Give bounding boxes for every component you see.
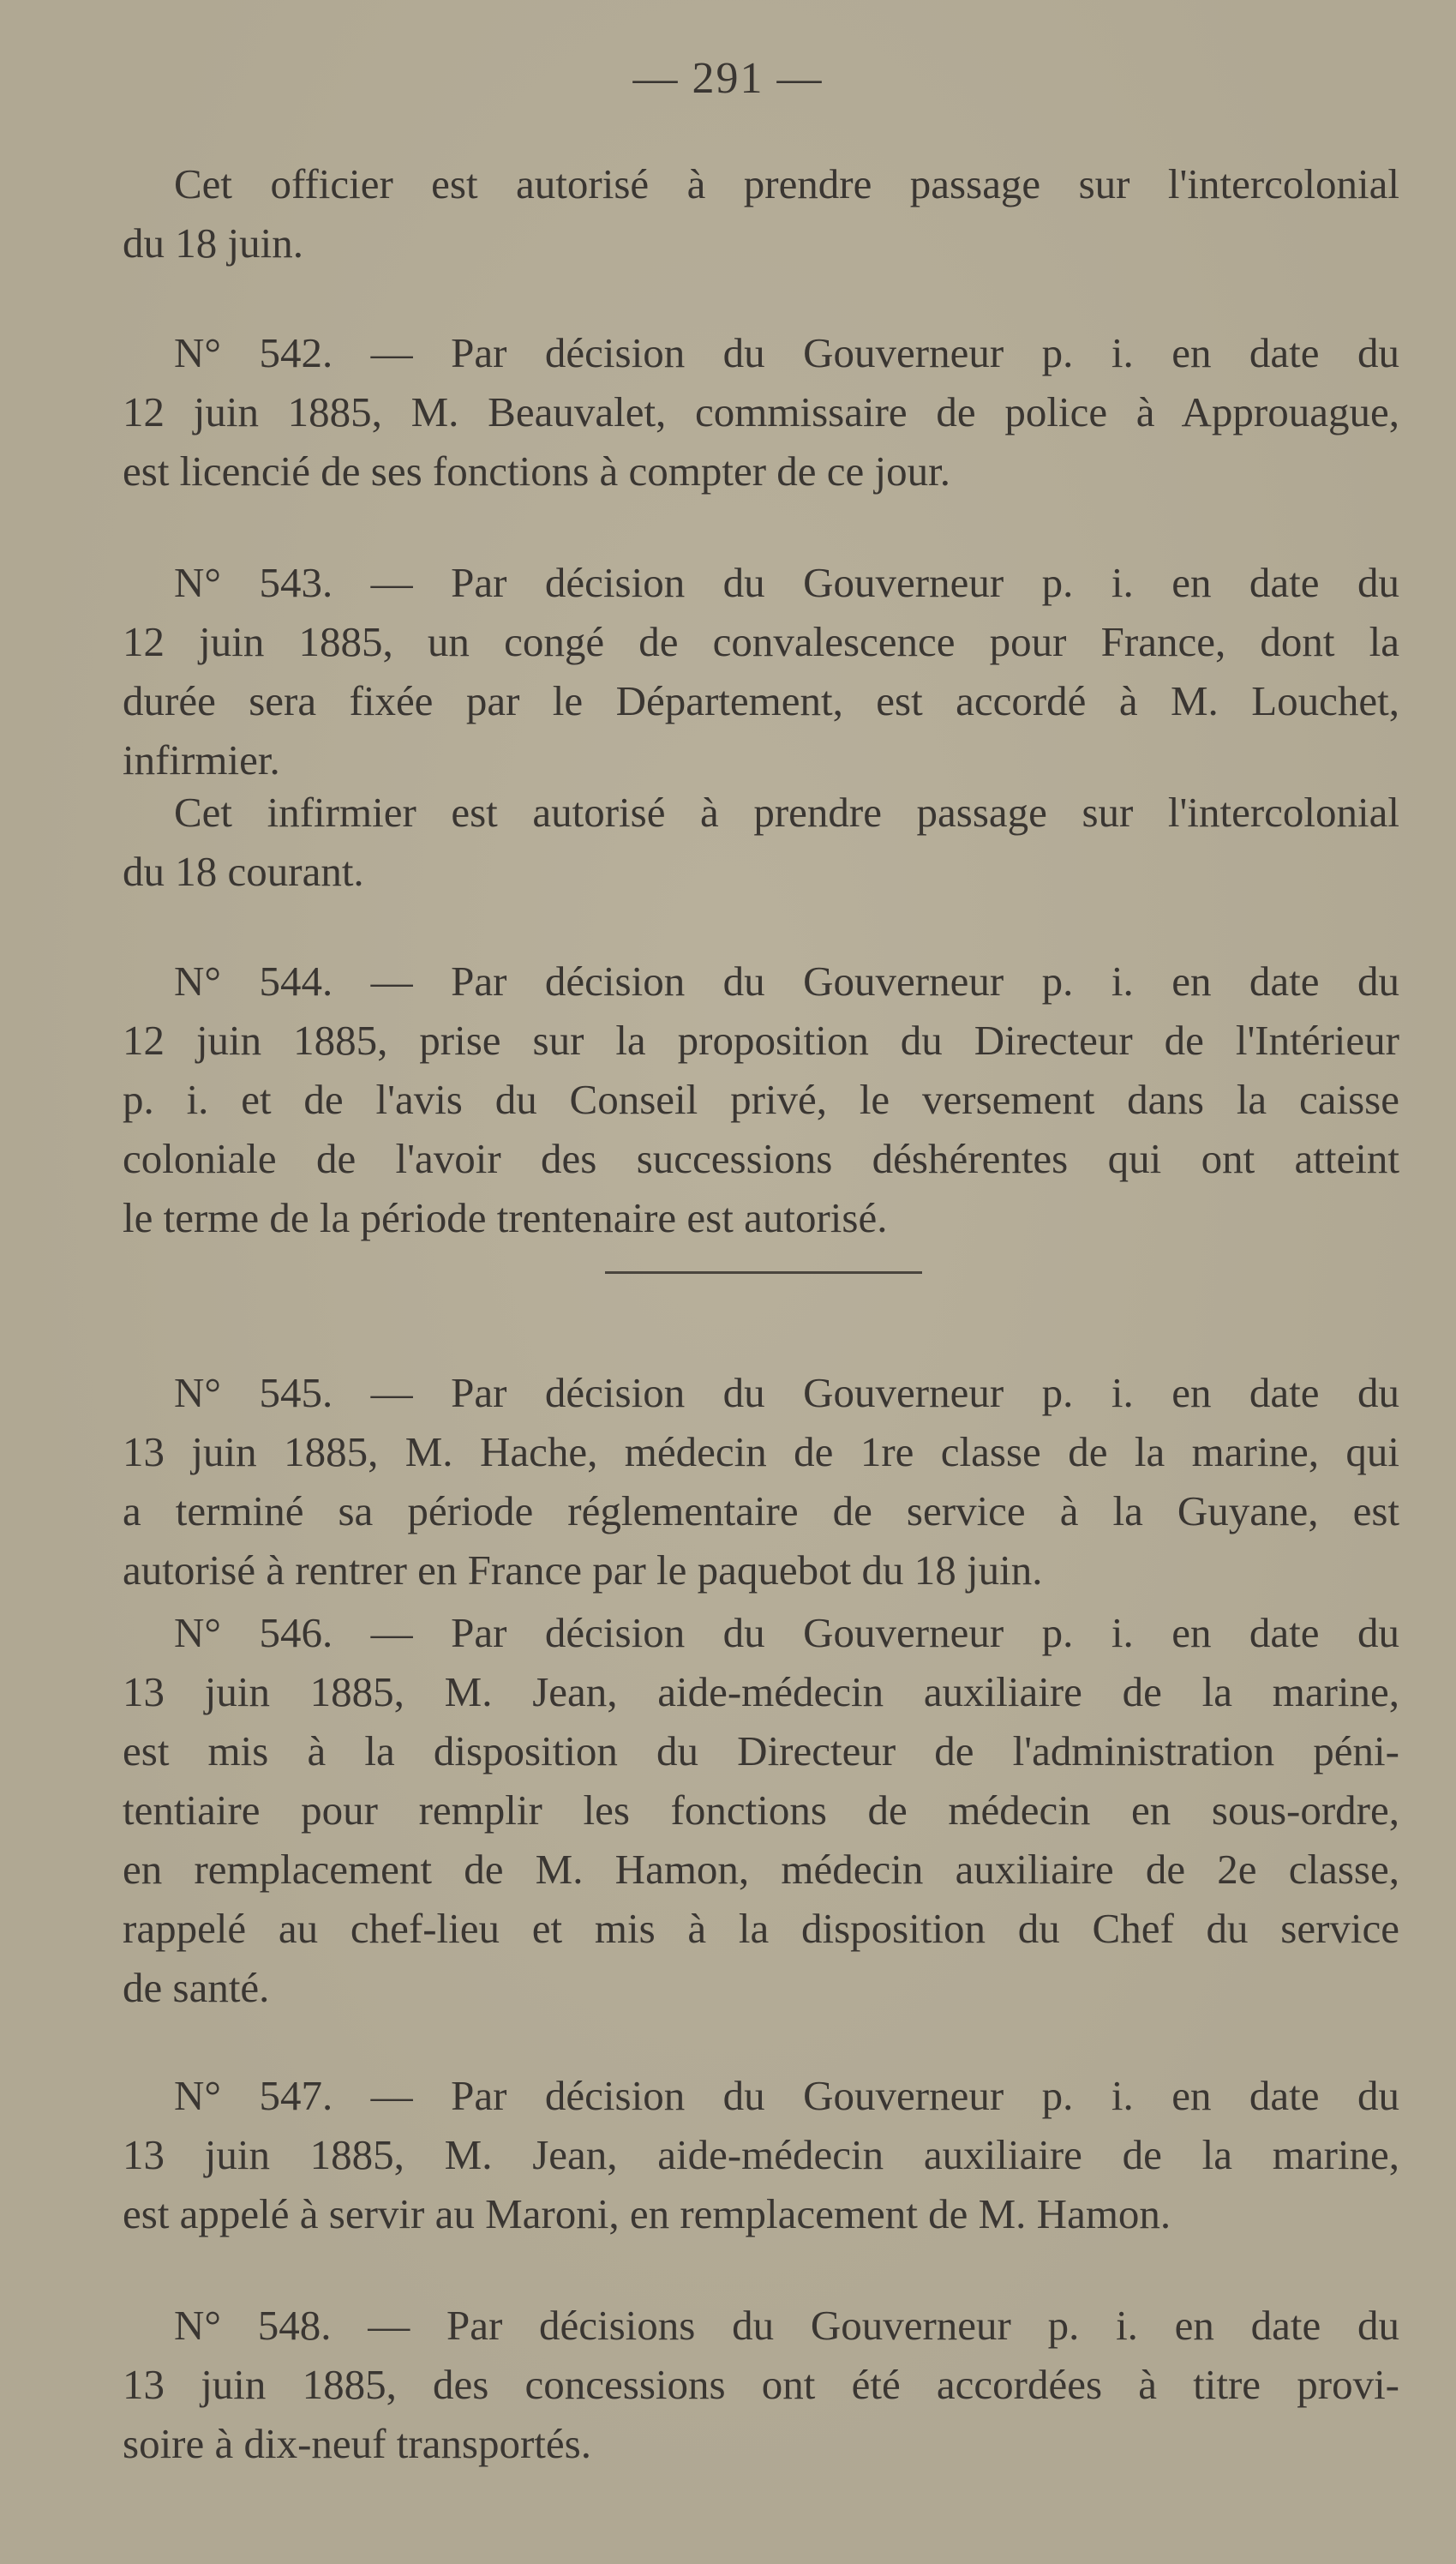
paragraph-0 xyxy=(123,154,1399,273)
paragraph-542 xyxy=(123,323,1399,501)
text-line: a terminé sa période réglementaire de service à la Guyane, est xyxy=(123,1487,1399,1534)
text-line: 13 juin 1885, M. Jean, aide-médecin auxiliaire de la marine, xyxy=(123,2131,1399,2178)
paragraph-3 xyxy=(123,783,1399,901)
paragraph-543 xyxy=(123,553,1399,790)
text-line: N° 545. — Par décision du Gouverneur p. i. en date du xyxy=(174,1369,1399,1416)
text-line: le terme de la période trentenaire est autorisé. xyxy=(123,1194,888,1241)
text-line: du 18 courant. xyxy=(123,848,364,895)
text-line: tentiaire pour remplir les fonctions de médecin en sous-ordre, xyxy=(123,1786,1399,1834)
text-line: 12 juin 1885, M. Beauvalet, commissaire de police à Approuague, xyxy=(123,388,1399,435)
text-line: Cet officier est autorisé à prendre passage sur l'intercolonial xyxy=(174,160,1399,207)
text-line: autorisé à rentrer en France par le paquebot du 18 juin. xyxy=(123,1546,1043,1594)
paragraph-548 xyxy=(123,2296,1399,2473)
page-number: — 291 — xyxy=(632,54,824,103)
text-line: est licencié de ses fonctions à compter de ce jour. xyxy=(123,447,951,495)
text-line: 12 juin 1885, un congé de convalescence pour France, dont la xyxy=(123,618,1399,665)
paragraph-547 xyxy=(123,2066,1399,2243)
paragraph-546 xyxy=(123,1603,1399,2017)
text-line: N° 548. — Par décisions du Gouverneur p. i. en date du xyxy=(174,2302,1399,2349)
text-line: 12 juin 1885, prise sur la proposition du Directeur de l'Intérieur xyxy=(123,1017,1399,1064)
paragraph-545 xyxy=(123,1363,1399,1600)
text-line: Cet infirmier est autorisé à prendre passage sur l'intercolonial xyxy=(174,789,1399,836)
text-line: en remplacement de M. Hamon, médecin auxiliaire de 2e classe, xyxy=(123,1846,1399,1893)
text-line: N° 542. — Par décision du Gouverneur p. i. en date du xyxy=(174,329,1399,376)
text-line: p. i. et de l'avis du Conseil privé, le versement dans la caisse xyxy=(123,1076,1399,1123)
text-line: rappelé au chef-lieu et mis à la disposition du Chef du service xyxy=(123,1905,1399,1952)
text-line: N° 547. — Par décision du Gouverneur p. i. en date du xyxy=(174,2072,1399,2119)
text-line: est appelé à servir au Maroni, en remplacement de M. Hamon. xyxy=(123,2190,1171,2237)
text-line: infirmier. xyxy=(123,736,280,784)
text-line: coloniale de l'avoir des successions déshérentes qui ont atteint xyxy=(123,1135,1399,1182)
text-line: N° 543. — Par décision du Gouverneur p. i. en date du xyxy=(174,559,1399,606)
text-line: du 18 juin. xyxy=(123,219,303,267)
text-line: 13 juin 1885, M. Hache, médecin de 1re classe de la marine, qui xyxy=(123,1428,1399,1475)
text-line: durée sera fixée par le Département, est accordé à M. Louchet, xyxy=(123,677,1399,724)
text-line: soire à dix-neuf transportés. xyxy=(123,2420,591,2467)
text-line: N° 546. — Par décision du Gouverneur p. i. en date du xyxy=(174,1609,1399,1656)
paragraph-544 xyxy=(123,952,1399,1247)
text-line: 13 juin 1885, des concessions ont été accordées à titre provi- xyxy=(123,2361,1399,2408)
text-line: N° 544. — Par décision du Gouverneur p. i. en date du xyxy=(174,958,1399,1005)
separator-rule xyxy=(605,1271,922,1274)
text-line: de santé. xyxy=(123,1964,270,2011)
text-line: 13 juin 1885, M. Jean, aide-médecin auxiliaire de la marine, xyxy=(123,1668,1399,1715)
text-line: est mis à la disposition du Directeur de l'administration péni- xyxy=(123,1727,1399,1774)
